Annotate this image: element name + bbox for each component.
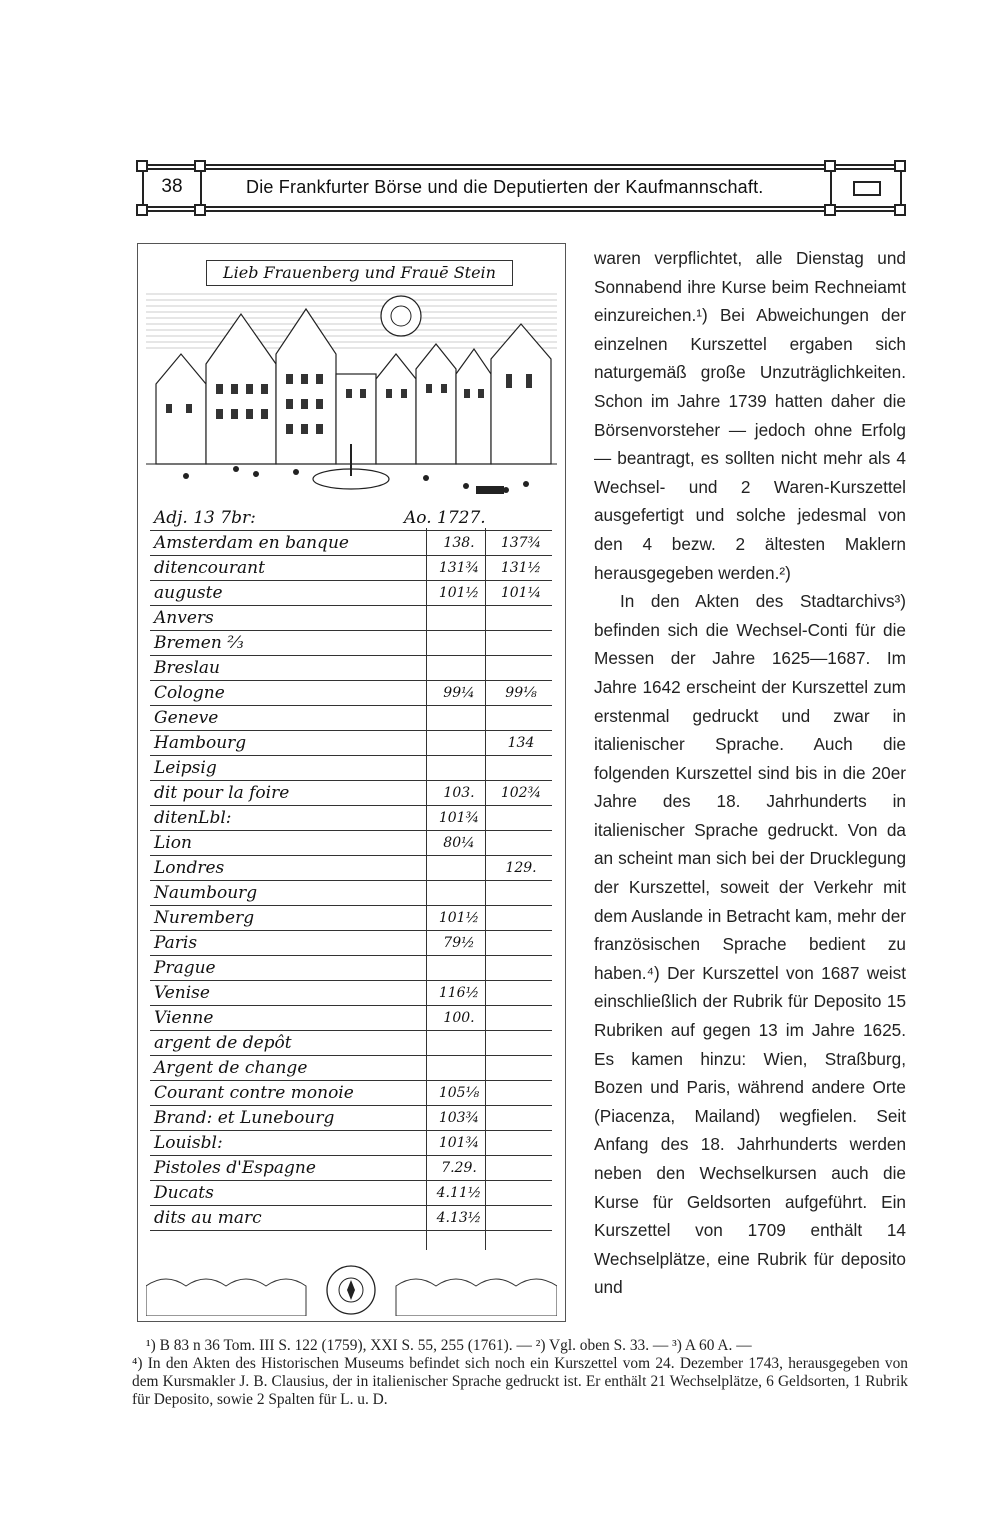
rate-row — [150, 781, 552, 806]
rate-label: Venise — [154, 983, 210, 1003]
rate-label: Paris — [154, 933, 198, 953]
rate-value-l: 7.29. — [441, 1160, 477, 1176]
rate-label: Lion — [154, 833, 192, 853]
rate-label: Naumbourg — [154, 883, 258, 903]
rate-row — [150, 606, 552, 631]
forest-seal-illustration — [146, 1264, 557, 1316]
rate-row — [150, 1081, 552, 1106]
rate-label: Geneve — [154, 708, 219, 728]
rate-value-l: 99¼ — [443, 685, 475, 701]
market-square-illustration — [146, 254, 557, 504]
column-rule-l — [426, 528, 427, 1250]
rate-label: Courant contre monoie — [154, 1083, 354, 1103]
rate-label: argent de depôt — [154, 1033, 292, 1053]
rate-row — [150, 731, 552, 756]
table-head-date: Adj. 13 7br: — [154, 508, 256, 528]
rate-label: Cologne — [154, 683, 225, 703]
rate-label: Leipsig — [154, 758, 217, 778]
rate-value-d: 134 — [507, 735, 535, 751]
rate-value-l: 131¾ — [438, 560, 480, 576]
rate-value-l: 4.11½ — [436, 1185, 482, 1201]
corner-ornament — [136, 160, 148, 172]
rate-label: Louisbl: — [154, 1133, 223, 1153]
rate-value-l: 101¾ — [438, 1135, 480, 1151]
rate-value-l: 101½ — [438, 910, 480, 926]
engraving-banner: Lieb Frauenberg und Frauē Stein — [206, 260, 513, 286]
paragraph: waren verpflichtet, alle Dienstag und Sonnabend ihre Kurse beim Rechneiamt einzureichen.¹) Bei Abweichungen der einzelnen Kurszettel ergaben sich naturgemäß große Unzuträglichkeiten. Schon im Jahre 1739 hatten daher die Börsenvorsteher — jedoch ohne Erfolg — beantragt, es sollten nicht mehr als 4 Wechsel- und 2 Waren-Kurszettel ausgefertigt und solche jedesmal von den 4 bezw. 2 ältesten Maklern herausgegeben werden.²) — [594, 248, 906, 583]
running-title: Die Frankfurter Börse und die Deputierten der Kaufmannschaft. — [246, 177, 764, 197]
ornament-box-icon — [853, 181, 881, 196]
rate-table — [150, 506, 552, 1231]
footnotes — [132, 1337, 908, 1409]
rate-label: Brand: et Lunebourg — [154, 1108, 335, 1128]
rate-label: Pistoles d'Espagne — [154, 1158, 316, 1178]
corner-ornament — [194, 204, 206, 216]
rate-row — [150, 831, 552, 856]
header-rule-bottom-inner — [136, 206, 906, 208]
rate-row — [150, 556, 552, 581]
rate-value-l: 80¼ — [443, 835, 475, 851]
rate-row — [150, 906, 552, 931]
rate-label: Anvers — [154, 608, 214, 628]
rate-value-d: 129. — [505, 860, 537, 876]
rate-row — [150, 581, 552, 606]
rate-row — [150, 531, 552, 556]
rate-value-l: 101¾ — [438, 810, 480, 826]
rate-value-d: 131½ — [500, 560, 542, 576]
rate-row — [150, 981, 552, 1006]
corner-ornament — [824, 160, 836, 172]
page-number: 38 — [161, 176, 183, 197]
rate-label: ditenLbl: — [154, 808, 232, 828]
header-rule-top-inner — [136, 168, 906, 170]
rate-label: Nuremberg — [154, 908, 255, 928]
rate-value-d: 101¼ — [500, 585, 542, 601]
corner-ornament — [824, 204, 836, 216]
rate-row — [150, 1006, 552, 1031]
rate-row — [150, 931, 552, 956]
rate-row — [150, 756, 552, 781]
rate-label: Prague — [154, 958, 216, 978]
rate-row — [150, 681, 552, 706]
header-rule-top — [136, 164, 906, 166]
rate-value-l: 105⅛ — [438, 1085, 480, 1101]
rate-value-d: 99⅛ — [505, 685, 537, 701]
rate-label: Argent de change — [154, 1058, 308, 1078]
rate-label: Hambourg — [154, 733, 247, 753]
rate-label: Vienne — [154, 1008, 214, 1028]
body-text — [594, 244, 906, 1302]
rate-row — [150, 881, 552, 906]
rate-value-l: 116½ — [438, 985, 480, 1001]
table-header-row — [150, 506, 552, 531]
rate-row — [150, 1056, 552, 1081]
rate-row — [150, 706, 552, 731]
corner-ornament — [194, 160, 206, 172]
rate-label: Bremen ⅔ — [154, 633, 244, 653]
rate-value-l: 4.13½ — [436, 1210, 482, 1226]
corner-ornament — [894, 204, 906, 216]
kurszettel-engraving — [137, 243, 566, 1322]
rate-row — [150, 1156, 552, 1181]
rate-value-l: 103. — [443, 785, 475, 801]
footnote: ¹) B 83 n 36 Tom. III S. 122 (1759), XXI S. 55, 255 (1761). — ²) Vgl. oben S. 33. — ³) A 60 A. — — [146, 1337, 752, 1354]
rate-label: Londres — [154, 858, 225, 878]
rate-label: ditencourant — [154, 558, 265, 578]
rate-value-d: 137¾ — [500, 535, 542, 551]
rate-row — [150, 1131, 552, 1156]
rate-value-l: 103¾ — [438, 1110, 480, 1126]
rate-value-d: 102¾ — [500, 785, 542, 801]
paragraph: In den Akten des Stadtarchivs³) befinden sich die Wechsel-Conti für die Messen der Jahre 1625—1687. Im Jahre 1642 erscheint der Kurszettel zum erstenmal gedruckt und zwar in italienischer Sprache. Auch die folgenden Kurszettel sind bis in die 20er Jahre des 18. Jahrhunderts in italienischer Sprache gedruckt. Von da an scheint man sich bei der Drucklegung der Kurszettel, soweit der Verkehr mit dem Auslande in Betracht kam, mehr der französischen Sprache bedient zu haben.⁴) Der Kurszettel von 1687 weist einschließlich der Rubrik für Deposito 15 Rubriken auf gegen 13 im Jahre 1625. Es kamen hinzu: Wien, Straßburg, Bozen und Paris, während andere Orte (Piacenza, Mailand) wegfielen. Seit Anfang des 18. Jahrhunderts werden neben den Wechselkursen auch die Kurse für Geldsorten aufgeführt. Ein Kurszettel von 1709 enthält 14 Wechselplätze, eine Rubrik für deposito und — [594, 591, 906, 1298]
rate-row — [150, 1181, 552, 1206]
column-rule-d — [485, 528, 486, 1250]
rate-value-l: 101½ — [438, 585, 480, 601]
rate-row — [150, 1206, 552, 1231]
table-head-year: Ao. 1727. — [404, 508, 486, 528]
footnote: ⁴) In den Akten des Historischen Museums befindet sich noch ein Kurszettel vom 24. Dezember 1743, herausgegeben von dem Kursmakler J. B. Clausius, der in italienischer Sprache gedruckt ist. Er enthält 21 Wechselplätze, 6 Geldsorten, 1 Rubrik für Deposito, sowie 2 Spalten für L. u. D. — [132, 1355, 908, 1408]
rate-label: dit pour la foire — [154, 783, 290, 803]
rate-row — [150, 631, 552, 656]
header-rule-bottom — [136, 210, 906, 212]
rate-row — [150, 1031, 552, 1056]
rate-label: Breslau — [154, 658, 220, 678]
rate-row — [150, 856, 552, 881]
rate-label: Ducats — [154, 1183, 214, 1203]
rate-label: Amsterdam en banque — [154, 533, 349, 553]
rate-label: auguste — [154, 583, 223, 603]
rate-row — [150, 656, 552, 681]
rate-row — [150, 956, 552, 981]
rate-value-l: 138. — [443, 535, 475, 551]
rate-label: dits au marc — [154, 1208, 262, 1228]
corner-ornament — [894, 160, 906, 172]
running-header — [136, 160, 906, 216]
rate-value-l: 100. — [443, 1010, 475, 1026]
rate-row — [150, 1106, 552, 1131]
rate-value-l: 79½ — [443, 935, 475, 951]
corner-ornament — [136, 204, 148, 216]
rate-row — [150, 806, 552, 831]
